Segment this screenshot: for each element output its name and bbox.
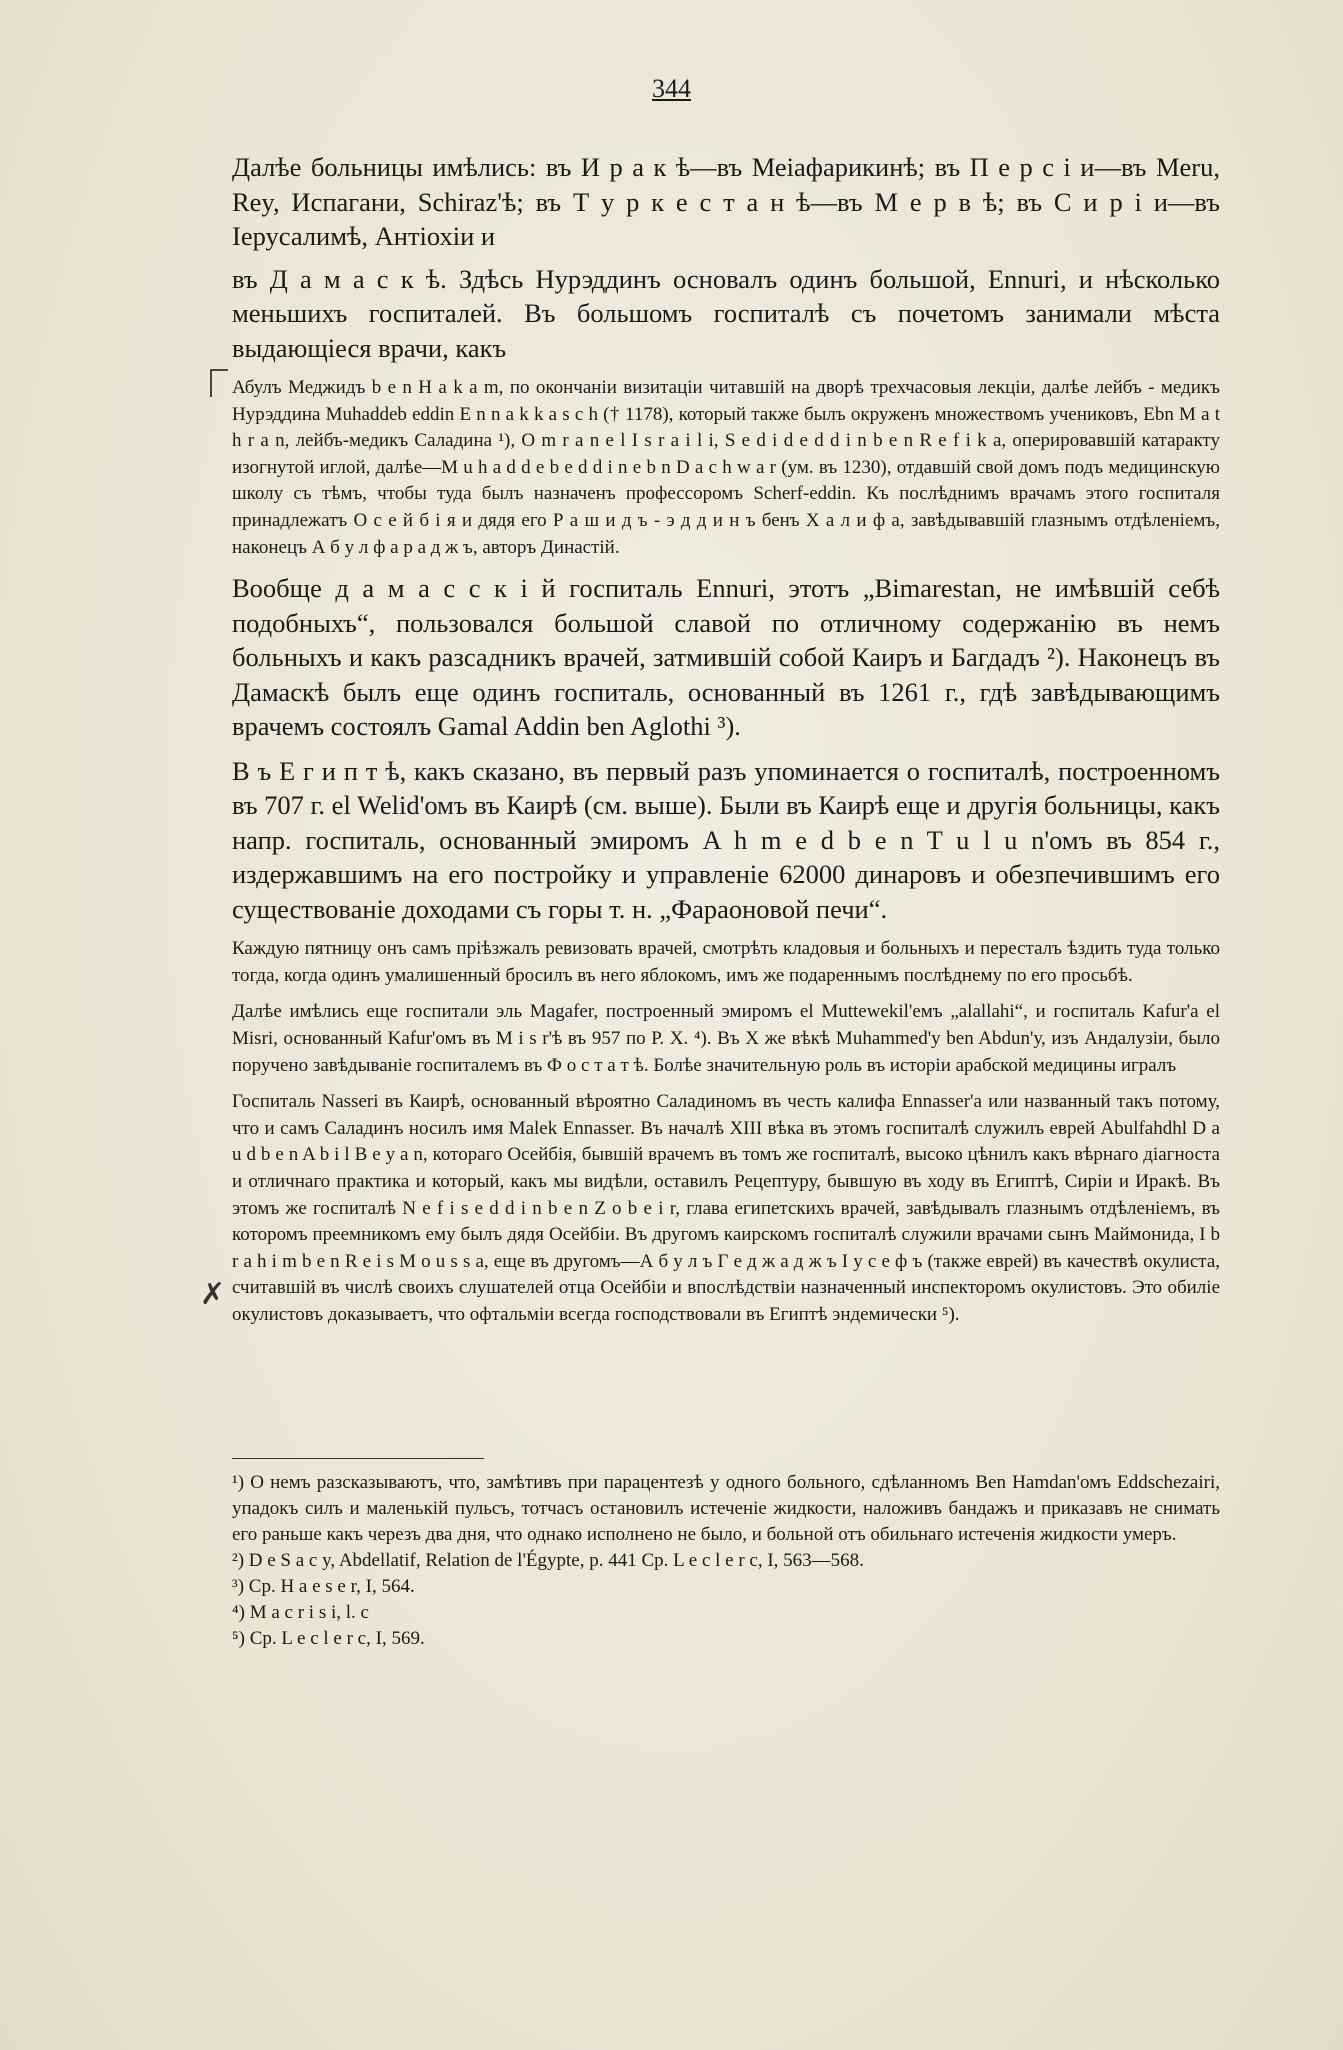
footnote-marker: ¹) <box>232 1472 245 1493</box>
footnote-3 <box>232 1574 1220 1600</box>
main-text <box>232 150 1220 1328</box>
footnote-1 <box>232 1470 1220 1548</box>
paragraph-1: Далѣе больницы имѣлись: въ И р а к ѣ—въ Меіафарикинѣ; въ П е р с і и—въ Meru, Rey, Испагани, Schiraz'ѣ; въ Т у р к е с т а н ѣ—въ М е р в ѣ; въ С и р і и—въ Іерусалимѣ, Антіохіи и <box>232 152 1220 251</box>
footnote-text: О немъ разсказываютъ, что, замѣтивъ при парацентезѣ у одного больного, сдѣланномъ Ben Hamdan'омъ Eddschezairi, упадокъ силъ и маленькій пульсъ, тотчасъ остановилъ истеченіе жидкости, наложивъ бандажъ и приказавъ не снимать его раньше какъ черезъ два дня, что однако исполнено не было, и больной отъ обильнаго истеченія жидкости умеръ. <box>232 1472 1220 1545</box>
footnote-4 <box>232 1600 1220 1626</box>
footnotes <box>232 1470 1220 1652</box>
footnote-marker: ⁵) <box>232 1628 245 1649</box>
footnote-text: Cp. H a e s e r, I, 564. <box>248 1576 415 1597</box>
footnote-marker: ³) <box>232 1576 245 1597</box>
footnote-divider <box>232 1458 484 1459</box>
paragraph-4: Вообще д а м а с с к і й госпиталь Ennuri, этотъ „Bimarestan, не имѣвшій себѣ подобныхъ“, пользовался большой славой по отличному содержанію въ немъ больныхъ и какъ разсадникъ врачей, затмившій собой Каиръ и Багдадъ ²). Наконецъ въ Дамаскѣ былъ еще одинъ госпиталь, основанный въ 1261 г., гдѣ завѣдывающимъ врачемъ состоялъ Gamal Addin ben Aglothi ³). <box>232 573 1220 742</box>
paragraph-8: Госпиталь Nasseri въ Каирѣ, основанный вѣроятно Саладиномъ въ честь калифа Ennasser'а или названный такъ потому, что и самъ Саладинъ носилъ имя Malek Ennasser. Въ началѣ XIII вѣка въ этомъ госпиталѣ служилъ еврей Abulfahdhl D a u d b e n A b i l B e y a n, котораго Осейбія, бывшій врачемъ въ томъ же госпиталѣ, высоко цѣнилъ какъ вѣрнаго діагноста и отличнаго практика и который, какъ мы видѣли, оставилъ Рецептуру, бывшую въ ходу въ Египтѣ, Сиріи и Иракѣ. Въ этомъ же госпиталѣ N e f i s e d d i n b e n Z o b e i r, глава египетскихъ врачей, завѣдывалъ глазнымъ отдѣленіемъ, въ которомъ преемникомъ ему былъ дядя Осейбіи. Въ другомъ каирскомъ госпиталѣ служили врачами сынъ Маймонида, I b r a h i m b e n R e i s M o u s s a, еще въ другомъ—А б у л ъ Г е д ж а д ж ъ І у с е ф ъ (также еврей) въ качествѣ окулиста, считавшій въ числѣ своихъ слушателей отца Осейбіи и впослѣдствіи назначенный инспекторомъ окулистовъ. Это обиліе окулистовъ доказываетъ, что офтальміи всегда господствовали въ Египтѣ эндемически ⁵). <box>232 1091 1220 1325</box>
footnote-text: D e S a c y, Abdellatif, Relation de l'Égypte, p. 441 Cp. L e c l e r c, I, 563—568. <box>248 1550 864 1571</box>
bracketed-note <box>232 375 1220 561</box>
footnote-5 <box>232 1626 1220 1652</box>
footnote-marker: ²) <box>232 1550 245 1571</box>
page-number: 344 <box>652 74 691 103</box>
footnote-text: Cp. L e c l e r c, I, 569. <box>249 1628 425 1649</box>
footnote-marker: ⁴) <box>232 1602 245 1623</box>
pencil-bracket-start <box>210 369 228 397</box>
paragraph-5: В ъ Е г и п т ѣ, какъ сказано, въ первый разъ упоминается о госпиталѣ, построенномъ въ 707 г. el Welid'омъ въ Каирѣ (см. выше). Были въ Каирѣ еще и другія больницы, какъ напр. госпиталь, основанный эмиромъ A h m e d b e n T u l u n'омъ въ 854 г., издержавшимъ на его постройку и управленіе 62000 динаровъ и обезпечившимъ его существованіе доходами съ горы т. н. „Фараоновой печи“. <box>232 755 1220 924</box>
paragraph-6: Каждую пятницу онъ самъ пріѣзжалъ ревизовать врачей, смотрѣть кладовыя и больныхъ и пересталъ ѣздить туда только тогда, когда одинъ умалишенный бросилъ въ него яблокомъ, имъ же подареннымъ послѣднему по его просьбѣ. <box>232 938 1220 986</box>
footnote-text: M a c r i s i, l. c <box>249 1602 369 1623</box>
pencil-x-mark: ✗ <box>200 1278 226 1311</box>
paragraph-3: Абулъ Меджидъ b e n H a k a m, по окончаніи визитаціи читавшій на дворѣ трехчасовыя лекціи, далѣе лейбъ - медикъ Нурэддина Muhaddeb eddin E n n a k k a s c h († 1178), который также былъ окруженъ множествомъ учениковъ, Ebn M a t h r a n, лейбъ-медикъ Саладина ¹), O m r a n e l I s r a i l i, S e d i d e d d i n b e n R e f i k a, оперировавшій катаракту изогнутой иглой, далѣе—M u h a d d e b e d d i n e b n D a c h w a r (ум. въ 1230), отдавшій свой домъ подъ медицинскую школу съ тѣмъ, чтобы туда былъ назначенъ профессоромъ Scherf-eddin. Къ послѣднимъ врачамъ этого госпиталя принадлежатъ О с е й б і я и дядя его Р а ш и д ъ - э д д и н ъ бенъ Х а л и ф а, завѣдывавшій глазнымъ отдѣленіемъ, наконецъ А б у л ф а р а д ж ъ, авторъ Династій. <box>232 377 1220 558</box>
footnote-2 <box>232 1548 1220 1574</box>
paragraph-2: въ Д а м а с к ѣ. Здѣсь Нурэддинъ основалъ одинъ большой, Ennuri, и нѣсколько меньшихъ госпиталей. Въ большомъ госпиталѣ съ почетомъ занимали мѣста выдающіеся врачи, какъ <box>232 263 1220 363</box>
paragraph-7: Далѣе имѣлись еще госпитали эль Magafer, построенный эмиромъ el Muttewekil'емъ „alallahi“, и госпиталь Kafur'а el Misri, основанный Kafur'омъ въ M i s r'ѣ въ 957 по Р. Х. ⁴). Въ X же вѣкѣ Muhammed'у ben Abdun'у, изъ Андалузіи, было поручено завѣдываніе госпиталемъ въ Ф о с т а т ѣ. Болѣе значительную роль въ исторіи арабской медицины игралъ <box>232 1001 1220 1076</box>
